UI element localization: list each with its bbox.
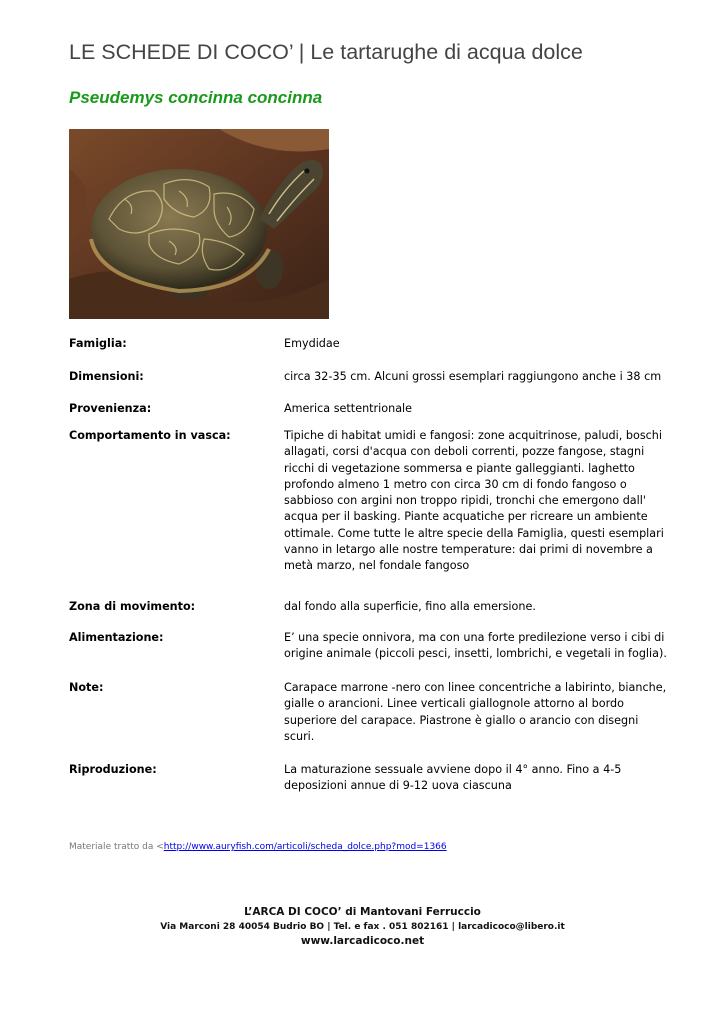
turtle-photo <box>69 129 329 319</box>
page-title: LE SCHEDE DI COCO’ | Le tartarughe di acqua dolce <box>69 40 583 64</box>
fact-value: La maturazione sessuale avviene dopo il 4° anno. Fino a 4-5 deposizioni annue di 9-12 uova ciascuna <box>284 763 622 793</box>
fact-value: circa 32-35 cm. Alcuni grossi esemplari raggiungono anche i 38 cm <box>284 370 662 383</box>
source-note <box>69 842 447 852</box>
fact-value: Emydidae <box>284 337 340 350</box>
fact-row-comportamento <box>69 428 669 599</box>
source-link[interactable]: http://www.auryfish.com/articoli/scheda_dolce.php?mod=1366 <box>163 842 447 852</box>
fact-label: Comportamento in vasca: <box>69 429 231 442</box>
fact-label: Famiglia: <box>69 337 127 350</box>
fact-value: dal fondo alla superficie, fino alla emersione. <box>284 600 536 613</box>
fact-label: Alimentazione: <box>69 631 164 644</box>
fact-value: E’ una specie onnivora, ma con una forte predilezione verso i cibi di origine animale (piccoli pesci, insetti, lombrichi, e vegetali in foglia). <box>284 631 667 661</box>
species-name: Pseudemys concinna concinna <box>69 88 323 107</box>
turtle-illustration <box>69 129 329 319</box>
footer-company: L’ARCA DI COCO’ di Mantovani Ferruccio <box>244 906 481 918</box>
fact-label: Riproduzione: <box>69 763 157 776</box>
footer-website: www.larcadicoco.net <box>300 935 425 947</box>
fact-label: Note: <box>69 681 104 694</box>
footer-address: Via Marconi 28 40054 Budrio BO | Tel. e fax . 051 802161 | larcadicoco@libero.it <box>160 922 565 932</box>
fact-label: Provenienza: <box>69 402 152 415</box>
fact-value: America settentrionale <box>284 402 413 415</box>
fact-label: Dimensioni: <box>69 370 144 383</box>
fact-value: Tipiche di habitat umidi e fangosi: zone acquitrinose, paludi, boschi allagati, corsi d'acqua con deboli correnti, pozze fangose, stagni ricchi di vegetazione sommersa e piante galleggianti. laghetto profondo almeno 1 metro con circa 30 cm di fondo fangoso o sabbioso con argini non troppo ripidi, tronchi che emergono dall' acqua per il basking. Piante acquatiche per ricreare un ambiente ottimale. Come tutte le altre specie della Famiglia, questi esemplari vanno in letargo alle nostre temperature: dai primi di novembre a metà marzo, nel fondale fangoso <box>284 429 664 573</box>
fact-sheet <box>69 336 669 795</box>
fact-row-note <box>69 680 669 762</box>
fact-row-dimensioni <box>69 369 669 401</box>
source-prefix: Materiale tratto da < <box>69 842 164 852</box>
footer <box>0 905 725 949</box>
fact-row-famiglia <box>69 336 669 369</box>
fact-row-riproduzione <box>69 762 669 795</box>
fact-row-provenienza <box>69 401 669 428</box>
fact-row-zona-di-movimento <box>69 599 669 630</box>
fact-row-alimentazione <box>69 630 669 680</box>
fact-value: Carapace marrone -nero con linee concentriche a labirinto, bianche, gialle o arancioni. Linee verticali giallognole attorno al bordo superiore del carapace. Piastrone è giallo o arancio con disegni scuri. <box>284 681 667 743</box>
fact-label: Zona di movimento: <box>69 600 196 613</box>
